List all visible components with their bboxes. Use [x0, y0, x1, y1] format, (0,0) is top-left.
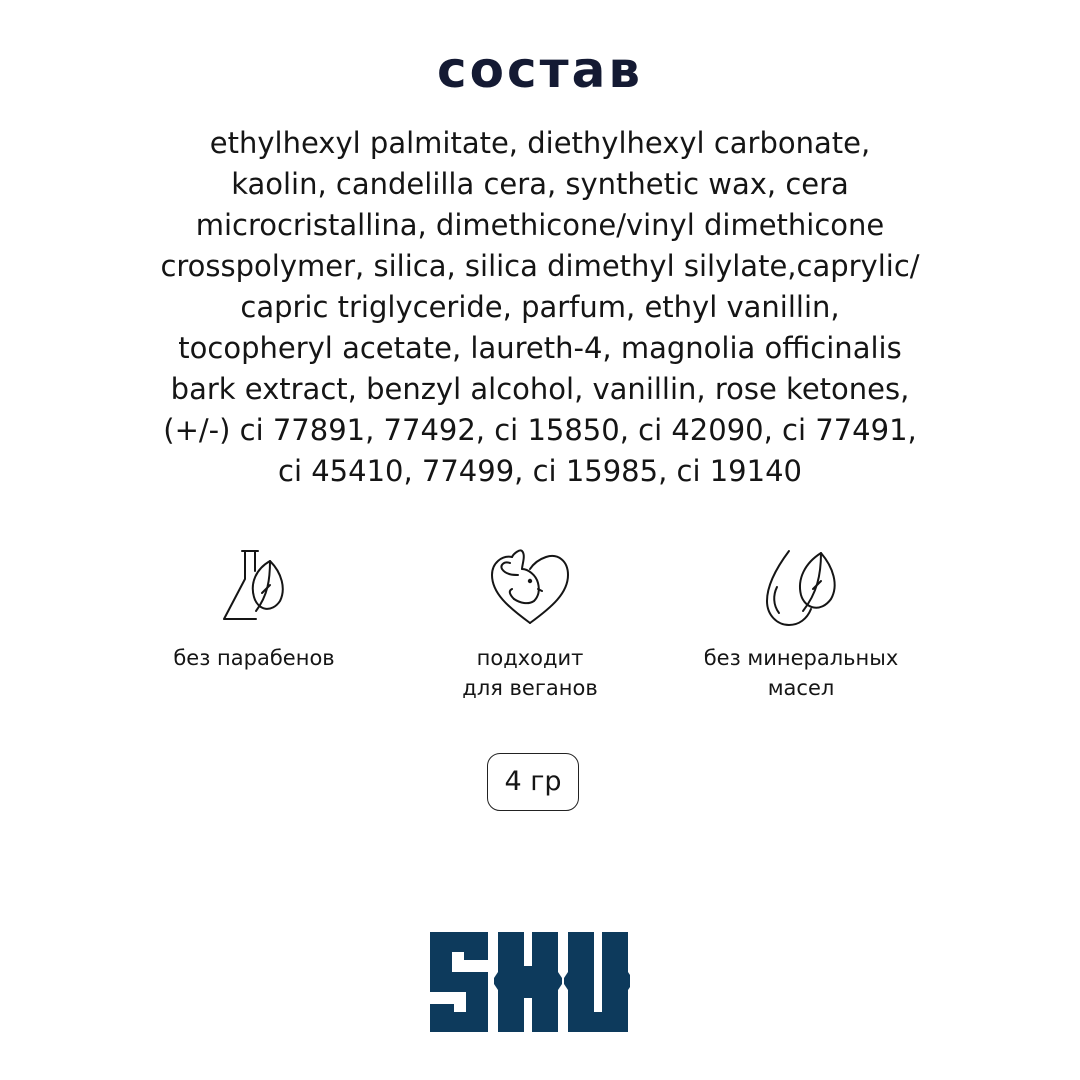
- features-row: [0, 545, 1080, 715]
- feature-no-mineral-oils: [661, 545, 941, 703]
- ingredients-line: crosspolymer, silica, silica dimethyl silylate,caprylic/: [160, 249, 920, 283]
- flask-leaf-icon: [212, 545, 296, 629]
- feature-label: подходит для веганов: [462, 646, 598, 700]
- ingredients-line: ci 45410, 77499, ci 15985, ci 19140: [278, 454, 802, 488]
- page-title: состав: [437, 41, 643, 99]
- feature-no-parabens: [114, 545, 394, 673]
- ingredients-line: kaolin, candelilla cera, synthetic wax, cera: [231, 167, 849, 201]
- feature-label: без парабенов: [173, 646, 335, 670]
- drop-leaf-icon: [759, 545, 843, 629]
- rabbit-heart-icon: [488, 545, 572, 629]
- feature-vegan: [390, 545, 670, 703]
- ingredients-line: ethylhexyl palmitate, diethylhexyl carbonate,: [209, 126, 871, 160]
- ingredients-line: bark extract, benzyl alcohol, vanillin, rose ketones,: [170, 372, 910, 406]
- ingredients-line: capric triglyceride, parfum, ethyl vanillin,: [240, 290, 840, 324]
- ingredients-line: (+/-) ci 77891, 77492, ci 15850, ci 42090, ci 77491,: [163, 413, 917, 447]
- ingredients-line: tocopheryl acetate, laureth-4, magnolia officinalis: [178, 331, 902, 365]
- weight-badge: 4 гр: [487, 753, 579, 811]
- feature-label: без минеральных масел: [703, 646, 899, 700]
- shu-logo: [428, 928, 630, 1036]
- ingredients-list: [100, 123, 980, 492]
- ingredients-line: microcristallina, dimethicone/vinyl dimethicone: [195, 208, 885, 242]
